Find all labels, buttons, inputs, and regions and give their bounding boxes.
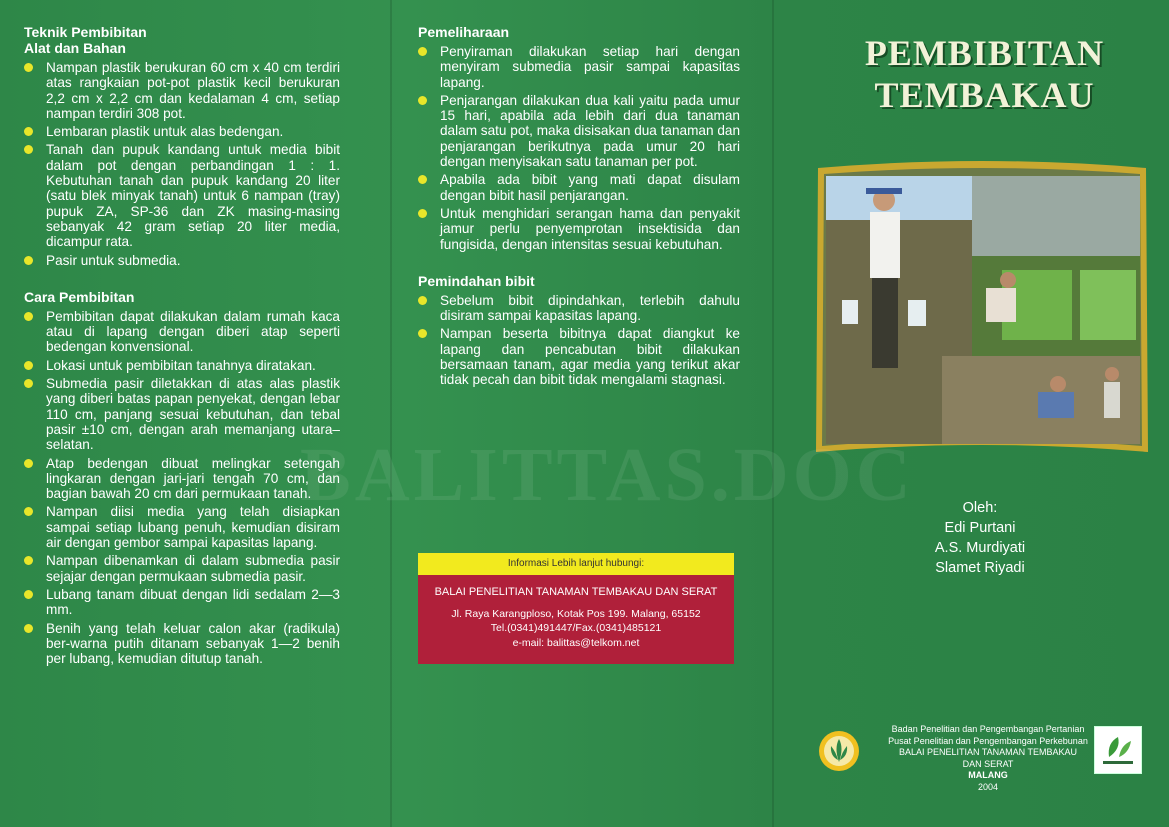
bullet-icon — [24, 63, 33, 72]
bullet-icon — [418, 209, 427, 218]
info-address: Jl. Raya Karangploso, Kotak Pos 199. Malang, 65152 — [451, 607, 701, 620]
section-heading-pemeliharaan: Pemeliharaan — [418, 24, 510, 40]
agency-logo-icon — [818, 730, 860, 772]
pemindahan-list — [418, 293, 740, 388]
bullet-icon — [24, 312, 33, 321]
list-item: Penyiraman dilakukan setiap hari dengan menyiram submedia pasir sampai kapasitas lapang. — [418, 44, 740, 90]
bullet-icon — [24, 127, 33, 136]
inovasi-logo-icon — [1094, 726, 1142, 774]
bullet-icon — [24, 624, 33, 633]
section-heading-pemindahan: Pemindahan bibit — [418, 272, 535, 289]
authors-label: Oleh: — [962, 500, 998, 516]
info-header: Informasi Lebih lanjut hubungi: — [418, 553, 734, 575]
bullet-icon — [24, 556, 33, 565]
info-org: BALAI PENELITIAN TANAMAN TEMBAKAU DAN SERAT — [434, 586, 718, 598]
list-item: Lokasi untuk pembibitan tanahnya diratakan. — [24, 358, 340, 373]
publisher-text: Badan Penelitian dan Pengembangan Pertanian Pusat Penelitian dan Pengembangan Perkebunan BALAI PENELITIAN TANAMAN TEMBAKAU DAN SERAT MALANG 2004 — [888, 724, 1088, 792]
bullet-icon — [24, 361, 33, 370]
list-item: Submedia pasir diletakkan di atas alas plastik yang diberi batas papan penyekat, dengan lebar 110 cm, panjang sesuai kebutuhan, dan tebal pasir ±10 cm, dengan arah memanjang utara–selatan. — [24, 376, 340, 452]
greenhouse-region — [972, 176, 1140, 256]
watermark: BALITTAS.DOC — [300, 433, 915, 517]
list-item: Pembibitan dapat dilakukan dalam rumah kaca atau di lapang dengan diberi atap seperti bedengan konvensional. — [24, 309, 340, 355]
section-heading-alat: Alat dan Bahan — [24, 40, 126, 56]
section-heading-cara: Cara Pembibitan — [24, 288, 135, 305]
author-name: Edi Purtani — [944, 520, 1016, 536]
middle-panel — [418, 24, 740, 391]
list-item: Benih yang telah keluar calon akar (radikula) ber-warna putih ditanam sebanyak 1—2 benih per lubang, kemudian ditutup tanah. — [24, 621, 340, 667]
list-item: Pasir untuk submedia. — [24, 253, 340, 268]
list-item: Lembaran plastik untuk alas bedengan. — [24, 124, 340, 139]
cara-pembibitan-list — [24, 309, 340, 667]
publisher-footer — [812, 724, 1152, 814]
bullet-icon — [418, 296, 427, 305]
contact-info-box — [418, 553, 734, 664]
bullet-icon — [24, 145, 33, 154]
list-item: Nampan diisi media yang telah disiapkan sampai setiap lubang penuh, kemudian disiram air dengan gembor sampai kapasitas lapang. — [24, 504, 340, 550]
fold-line-right — [772, 0, 774, 827]
bullet-icon — [418, 175, 427, 184]
list-item: Nampan plastik berukuran 60 cm x 40 cm terdiri atas rangkaian pot-pot plastik kecil berukuran 2,2 cm x 2,2 cm dan kedalaman 4 cm, setiap nampan terdiri 308 pot. — [24, 60, 340, 121]
bullet-icon — [24, 256, 33, 265]
bullet-icon — [418, 329, 427, 338]
section-heading-teknik: Teknik Pembibitan — [24, 24, 147, 40]
list-item: Penjarangan dilakukan dua kali yaitu pada umur 15 hari, apabila ada lebih dari dua tanaman dalam satu pot, maka disisakan dua tanaman dan penjarangan berikutnya pada umur 20 hari dengan menyisakan satu tanaman per pot. — [418, 93, 740, 169]
author-name: Slamet Riyadi — [935, 560, 1025, 576]
list-item: Tanah dan pupuk kandang untuk media bibit dalam pot dengan perbandingan 1 : 1. Kebutuhan tanah dan pupuk kandang 20 liter (satu blek minyak tanah) untuk 6 nampan (tray) pupuk ZA, SP-36 dan ZK masing-masing sebanyak 42 gram setiap 20 liter media, dicampur rata. — [24, 142, 340, 249]
cover-title: PEMBIBITAN TEMBAKAU — [864, 33, 1105, 115]
list-item: Apabila ada bibit yang mati dapat disulam dengan bibit hasil penjarangan. — [418, 172, 740, 203]
info-body — [418, 575, 734, 664]
bullet-icon — [418, 47, 427, 56]
bullet-icon — [418, 96, 427, 105]
pemeliharaan-list — [418, 44, 740, 252]
seedling-rows — [1002, 270, 1136, 340]
bullet-icon — [24, 507, 33, 516]
list-item: Nampan dibenamkan di dalam submedia pasir sejajar dengan permukaan submedia pasir. — [24, 553, 340, 584]
list-item: Atap bedengan dibuat melingkar setengah lingkaran dengan jari-jari tengah 70 cm, dan bagian bawah 20 cm dari permukaan tanah. — [24, 456, 340, 502]
author-name: A.S. Murdiyati — [934, 540, 1026, 556]
authors-block — [800, 498, 1160, 578]
alat-bahan-list — [24, 60, 340, 268]
list-item: Sebelum bibit dipindahkan, terlebih dahulu disiram sampai kapasitas lapang. — [418, 293, 740, 324]
list-item: Untuk menghidari serangan hama dan penyakit jamur perlu penyemprotan insektisida dan fungisida, dengan intensitas sesuai kebutuhan. — [418, 206, 740, 252]
list-item: Nampan beserta bibitnya dapat diangkut ke lapang dan pencabutan bibit dilakukan bersamaan tanam, agar media yang terikut akar tidak pecah dan bibit tidak mengalami stagnasi. — [418, 326, 740, 387]
bullet-icon — [24, 590, 33, 599]
fold-line-left — [390, 0, 392, 827]
bullet-icon — [24, 379, 33, 388]
cover-photo-collage — [812, 160, 1152, 460]
info-email: e-mail: balittas@telkom.net — [512, 636, 640, 649]
info-phone: Tel.(0341)491447/Fax.(0341)485121 — [490, 622, 662, 634]
bullet-icon — [24, 459, 33, 468]
right-panel-cover — [800, 0, 1169, 827]
left-panel — [24, 24, 340, 669]
list-item: Lubang tanam dibuat dengan lidi sedalam 2—3 mm. — [24, 587, 340, 618]
